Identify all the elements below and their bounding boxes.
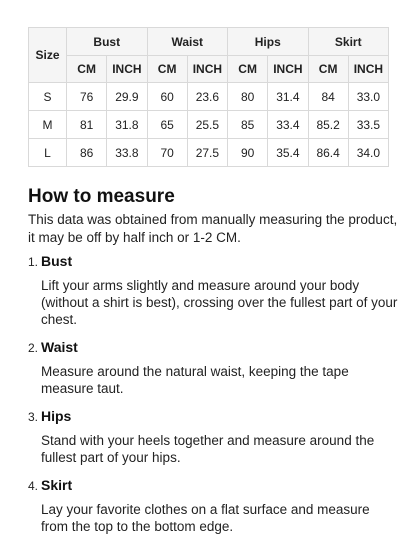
step-number: 4. bbox=[28, 479, 39, 493]
table-cell: 80 bbox=[228, 83, 268, 111]
step-title: Bust bbox=[41, 253, 73, 269]
step-description: Lift your arms slightly and measure around your body (without a shirt is best), crossing over the fullest part of your chest. bbox=[41, 278, 398, 327]
skirt-group-header: Skirt bbox=[308, 28, 389, 56]
step-title: Waist bbox=[41, 339, 78, 355]
table-cell: 35.4 bbox=[268, 139, 308, 167]
hips-group-header: Hips bbox=[228, 28, 309, 56]
unit-header: INCH bbox=[107, 56, 147, 83]
list-item bbox=[28, 337, 398, 397]
bust-group-header: Bust bbox=[67, 28, 148, 56]
table-cell: 84 bbox=[308, 83, 348, 111]
table-cell: 60 bbox=[147, 83, 187, 111]
unit-header: CM bbox=[67, 56, 107, 83]
table-cell: 23.6 bbox=[187, 83, 227, 111]
table-cell: 65 bbox=[147, 111, 187, 139]
table-row bbox=[29, 139, 389, 167]
table-cell: 33.4 bbox=[268, 111, 308, 139]
table-cell: 70 bbox=[147, 139, 187, 167]
size-cell: L bbox=[29, 139, 67, 167]
table-cell: 76 bbox=[67, 83, 107, 111]
table-cell: 31.8 bbox=[107, 111, 147, 139]
table-cell: 90 bbox=[228, 139, 268, 167]
size-cell: S bbox=[29, 83, 67, 111]
table-cell: 27.5 bbox=[187, 139, 227, 167]
table-cell: 34.0 bbox=[348, 139, 388, 167]
table-cell: 85.2 bbox=[308, 111, 348, 139]
waist-group-header: Waist bbox=[147, 28, 228, 56]
size-chart-table bbox=[28, 27, 389, 167]
table-cell: 31.4 bbox=[268, 83, 308, 111]
list-item bbox=[28, 475, 398, 535]
step-number: 2. bbox=[28, 341, 39, 355]
size-cell: M bbox=[29, 111, 67, 139]
unit-header: CM bbox=[228, 56, 268, 83]
table-cell: 29.9 bbox=[107, 83, 147, 111]
unit-header: INCH bbox=[187, 56, 227, 83]
step-title: Hips bbox=[41, 408, 72, 424]
step-number: 1. bbox=[28, 255, 39, 269]
step-description: Measure around the natural waist, keeping the tape measure taut. bbox=[41, 364, 349, 396]
table-cell: 33.8 bbox=[107, 139, 147, 167]
table-group-header-row bbox=[29, 28, 389, 56]
step-description: Stand with your heels together and measure around the fullest part of your hips. bbox=[41, 433, 375, 465]
size-column-header: Size bbox=[29, 28, 67, 83]
table-row bbox=[29, 83, 389, 111]
table-cell: 81 bbox=[67, 111, 107, 139]
list-item bbox=[28, 406, 398, 466]
table-cell: 86 bbox=[67, 139, 107, 167]
step-description: Lay your favorite clothes on a flat surface and measure from the top to the bottom edge. bbox=[41, 502, 370, 534]
table-unit-header-row bbox=[29, 56, 389, 83]
unit-header: CM bbox=[147, 56, 187, 83]
table-cell: 25.5 bbox=[187, 111, 227, 139]
measure-steps-list bbox=[28, 251, 398, 544]
unit-header: CM bbox=[308, 56, 348, 83]
unit-header: INCH bbox=[348, 56, 388, 83]
how-to-measure-intro: This data was obtained from manually measuring the product, it may be off by half inch or 1-2 CM. bbox=[28, 212, 398, 245]
unit-header: INCH bbox=[268, 56, 308, 83]
step-title: Skirt bbox=[41, 477, 73, 493]
table-cell: 33.5 bbox=[348, 111, 388, 139]
step-number: 3. bbox=[28, 410, 39, 424]
table-cell: 85 bbox=[228, 111, 268, 139]
list-item bbox=[28, 251, 398, 328]
table-row bbox=[29, 111, 389, 139]
table-cell: 33.0 bbox=[348, 83, 388, 111]
how-to-measure-title: How to measure bbox=[28, 186, 175, 207]
table-cell: 86.4 bbox=[308, 139, 348, 167]
